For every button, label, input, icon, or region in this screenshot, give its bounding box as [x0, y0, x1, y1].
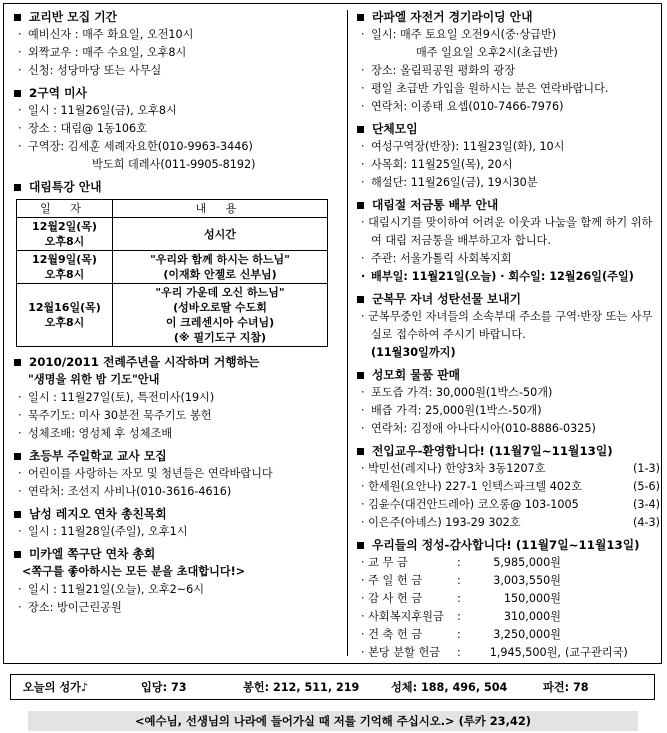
section-heading: 대림특강 안내	[12, 178, 342, 196]
list-item: · 포도즙 가격: 30,000원(1박스-50개)	[361, 386, 553, 399]
square-bullet-icon	[14, 184, 21, 191]
section-heading: 초등부 주일학교 교사 모집	[12, 447, 342, 465]
offering-row: · 감 사 헌 금 : 150,000원	[361, 592, 561, 605]
square-bullet-icon	[14, 453, 21, 460]
list-item: · 사목회: 11월25일(목), 20시	[361, 158, 513, 171]
date-cell: 12월9일(목) 오후8시	[17, 251, 113, 284]
square-bullet-icon	[14, 511, 21, 518]
list-item: · 연락처: 이종태 요셉(010-7466-7976)	[361, 100, 564, 113]
square-bullet-icon	[14, 551, 21, 558]
square-bullet-icon	[357, 296, 364, 303]
list-item: · 구역장: 김세훈 세례자요한(010-9963-3446)	[18, 140, 253, 153]
list-item: · 주관: 서울가톨릭 사회복지회	[361, 252, 512, 265]
military-gift-section	[355, 290, 655, 362]
catechism-section	[12, 8, 342, 80]
date-cell: 12월16일(목) 오후8시	[17, 284, 113, 347]
communion-hymn: 성체: 188, 496, 504	[391, 681, 508, 694]
soccer-team-section	[12, 545, 342, 617]
section-heading: 단체모임	[355, 120, 655, 138]
list-item: · 박민선(레지나) 한양3차 3동1207호 (1-3)	[361, 462, 661, 475]
list-item: · 묵주기도: 미사 30분전 묵주기도 봉헌	[18, 409, 212, 422]
piggy-bank-section	[355, 196, 655, 286]
new-members-section	[355, 442, 661, 532]
list-item: · 장소: 방이근린공원	[18, 601, 122, 614]
list-item: (11월30일까지)	[371, 346, 456, 359]
offering-row: · 교 무 금 : 5,985,000원	[361, 556, 561, 569]
list-item: · 일시 : 11월27일(토), 특전미사(19시)	[18, 391, 215, 404]
list-item: · 일시: 매주 토요일 오전9시(중·상급반)	[361, 28, 557, 41]
column-header: 일 자	[17, 200, 113, 218]
section-heading: 군복무 자녀 성탄선물 보내기	[355, 290, 655, 308]
square-bullet-icon	[357, 542, 364, 549]
sunday-school-section	[12, 447, 342, 501]
scripture-verse: <예수님, 선생님의 나라에 들어가실 때 저를 기억해 주십시오.> (루카 23,42)	[28, 711, 638, 731]
column-header: 내 용	[113, 200, 328, 218]
column-divider	[347, 10, 348, 656]
section-heading: 2010/2011 전례주년을 시작하며 거행하는	[12, 353, 342, 371]
square-bullet-icon	[357, 126, 364, 133]
left-column	[12, 8, 342, 621]
list-item: · 여성구역장(반장): 11월23일(화), 10시	[361, 140, 565, 153]
section-heading: 성모회 물품 판매	[355, 366, 655, 384]
list-item: · 이은주(아녜스) 193-29 302호 (4-3)	[361, 516, 661, 529]
table-row	[17, 251, 328, 284]
section-heading: 대림절 저금통 배부 안내	[355, 196, 655, 214]
right-column	[355, 8, 661, 666]
section-heading: 교리반 모집 기간	[12, 8, 342, 26]
list-item: · 어린이를 사랑하는 자모 및 청년들은 연락바랍니다	[18, 467, 273, 480]
list-item: · 군복무중인 자녀들의 소속부대 주소를 구역·반장 또는 사무실로 접수하여 주시기 바랍니다.	[361, 310, 653, 341]
section-heading: 미카엘 쪽구단 연차 총회	[12, 545, 342, 563]
list-item: · 연락처: 조선지 사비나(010-3616-4616)	[18, 485, 232, 498]
group-meetings-section	[355, 120, 655, 192]
list-item: · 배즙 가격: 25,000원(1박스-50개)	[361, 404, 542, 417]
offertory-hymn: 봉헌: 212, 511, 219	[243, 681, 360, 694]
offering-row: · 건 축 헌 금 : 3,250,000원	[361, 628, 561, 641]
square-bullet-icon	[14, 14, 21, 21]
content-cell: "우리 가운데 오신 하느님" (성바오로딸 수도회 이 크레센시아 수녀님) (※ 필기도구 지참)	[113, 284, 328, 347]
lecture-table	[16, 199, 328, 347]
section-heading: 라파엘 자전거 경기라이딩 안내	[355, 8, 655, 26]
list-item: 매주 일요일 오후2시(초급반)	[416, 46, 558, 59]
list-item: · 한세원(요안나) 227-1 인텍스파크텔 402호 (5-6)	[361, 480, 661, 493]
hymn-label: 오늘의 성가♪	[23, 681, 89, 694]
list-item: · 평일 초급반 가입을 원하시는 분은 연락바랍니다.	[361, 82, 609, 95]
content-cell: "우리와 함께 하시는 하느님" (이재화 안젤로 신부님)	[113, 251, 328, 284]
list-item: · 연락처: 김정애 아나다시아(010-8886-0325)	[361, 422, 596, 435]
table-row	[17, 284, 328, 347]
section-heading: 우리들의 정성-감사합니다! (11월7일~11월13일)	[355, 536, 655, 554]
legio-section	[12, 505, 342, 541]
square-bullet-icon	[357, 448, 364, 455]
sales-section	[355, 366, 655, 438]
list-item: · 신청: 성당마당 또는 사무실	[18, 64, 162, 77]
section-subheading: <쪽구를 좋아하시는 모든 분을 초대합니다!>	[22, 565, 246, 578]
offering-row: · 본당 분할 헌금 : 1,945,500원, (교구관리국)	[361, 646, 628, 659]
list-item: · 배부일: 11월21일(오늘) · 회수일: 12월26일(주일)	[361, 270, 634, 283]
square-bullet-icon	[14, 359, 21, 366]
recessional-hymn: 파견: 78	[543, 681, 589, 694]
square-bullet-icon	[357, 14, 364, 21]
list-item: 박도희 데레사(011-9905-8192)	[92, 158, 256, 171]
offering-row: · 사회복지후원금 : 310,000원	[361, 610, 561, 623]
section-heading: 남성 레지오 연차 총친목회	[12, 505, 342, 523]
list-item: · 일시 : 11월28일(주일), 오후1시	[18, 525, 188, 538]
section-heading: 전입교우-환영합니다! (11월7일~11월13일)	[355, 442, 655, 460]
list-item: · 대림시기를 맞이하여 어려운 이웃과 나눔을 함께 하기 위하여 대림 저금통을 배부하고자 합니다.	[361, 216, 653, 247]
list-item: · 장소 : 대림@ 1동106호	[18, 122, 147, 135]
liturgical-year-section	[12, 353, 342, 443]
list-item: · 장소: 올림픽공원 평화의 광장	[361, 64, 516, 77]
section-heading: 2구역 미사	[12, 84, 342, 102]
list-item: · 외짝교우 : 매주 수요일, 오후8시	[18, 46, 187, 59]
cycling-section	[355, 8, 655, 116]
table-header-row	[17, 200, 328, 218]
list-item: · 예비신자 : 매주 화요일, 오전10시	[18, 28, 194, 41]
table-row	[17, 218, 328, 251]
district-mass-section	[12, 84, 342, 174]
date-cell: 12월2일(목) 오후8시	[17, 218, 113, 251]
entrance-hymn: 입당: 73	[141, 681, 187, 694]
offering-row: · 주 일 헌 금 : 3,003,550원	[361, 574, 561, 587]
square-bullet-icon	[357, 202, 364, 209]
offerings-section	[355, 536, 655, 662]
section-subheading: "생명을 위한 밤 기도"안내	[28, 373, 160, 386]
list-item: · 일시 : 11월26일(금), 오후8시	[18, 104, 177, 117]
list-item: · 김윤수(대건안드레아) 코오롱@ 103-1005 (3-4)	[361, 498, 661, 511]
list-item: · 성체조배: 영성체 후 성체조배	[18, 427, 173, 440]
square-bullet-icon	[14, 90, 21, 97]
square-bullet-icon	[357, 372, 364, 379]
list-item: · 해설단: 11월26일(금), 19시30분	[361, 176, 538, 189]
advent-lecture-section	[12, 178, 342, 347]
hymn-bar	[10, 674, 655, 700]
content-cell: 성시간	[113, 218, 328, 251]
list-item: · 일시 : 11월21일(오늘), 오후2~6시	[18, 583, 205, 596]
